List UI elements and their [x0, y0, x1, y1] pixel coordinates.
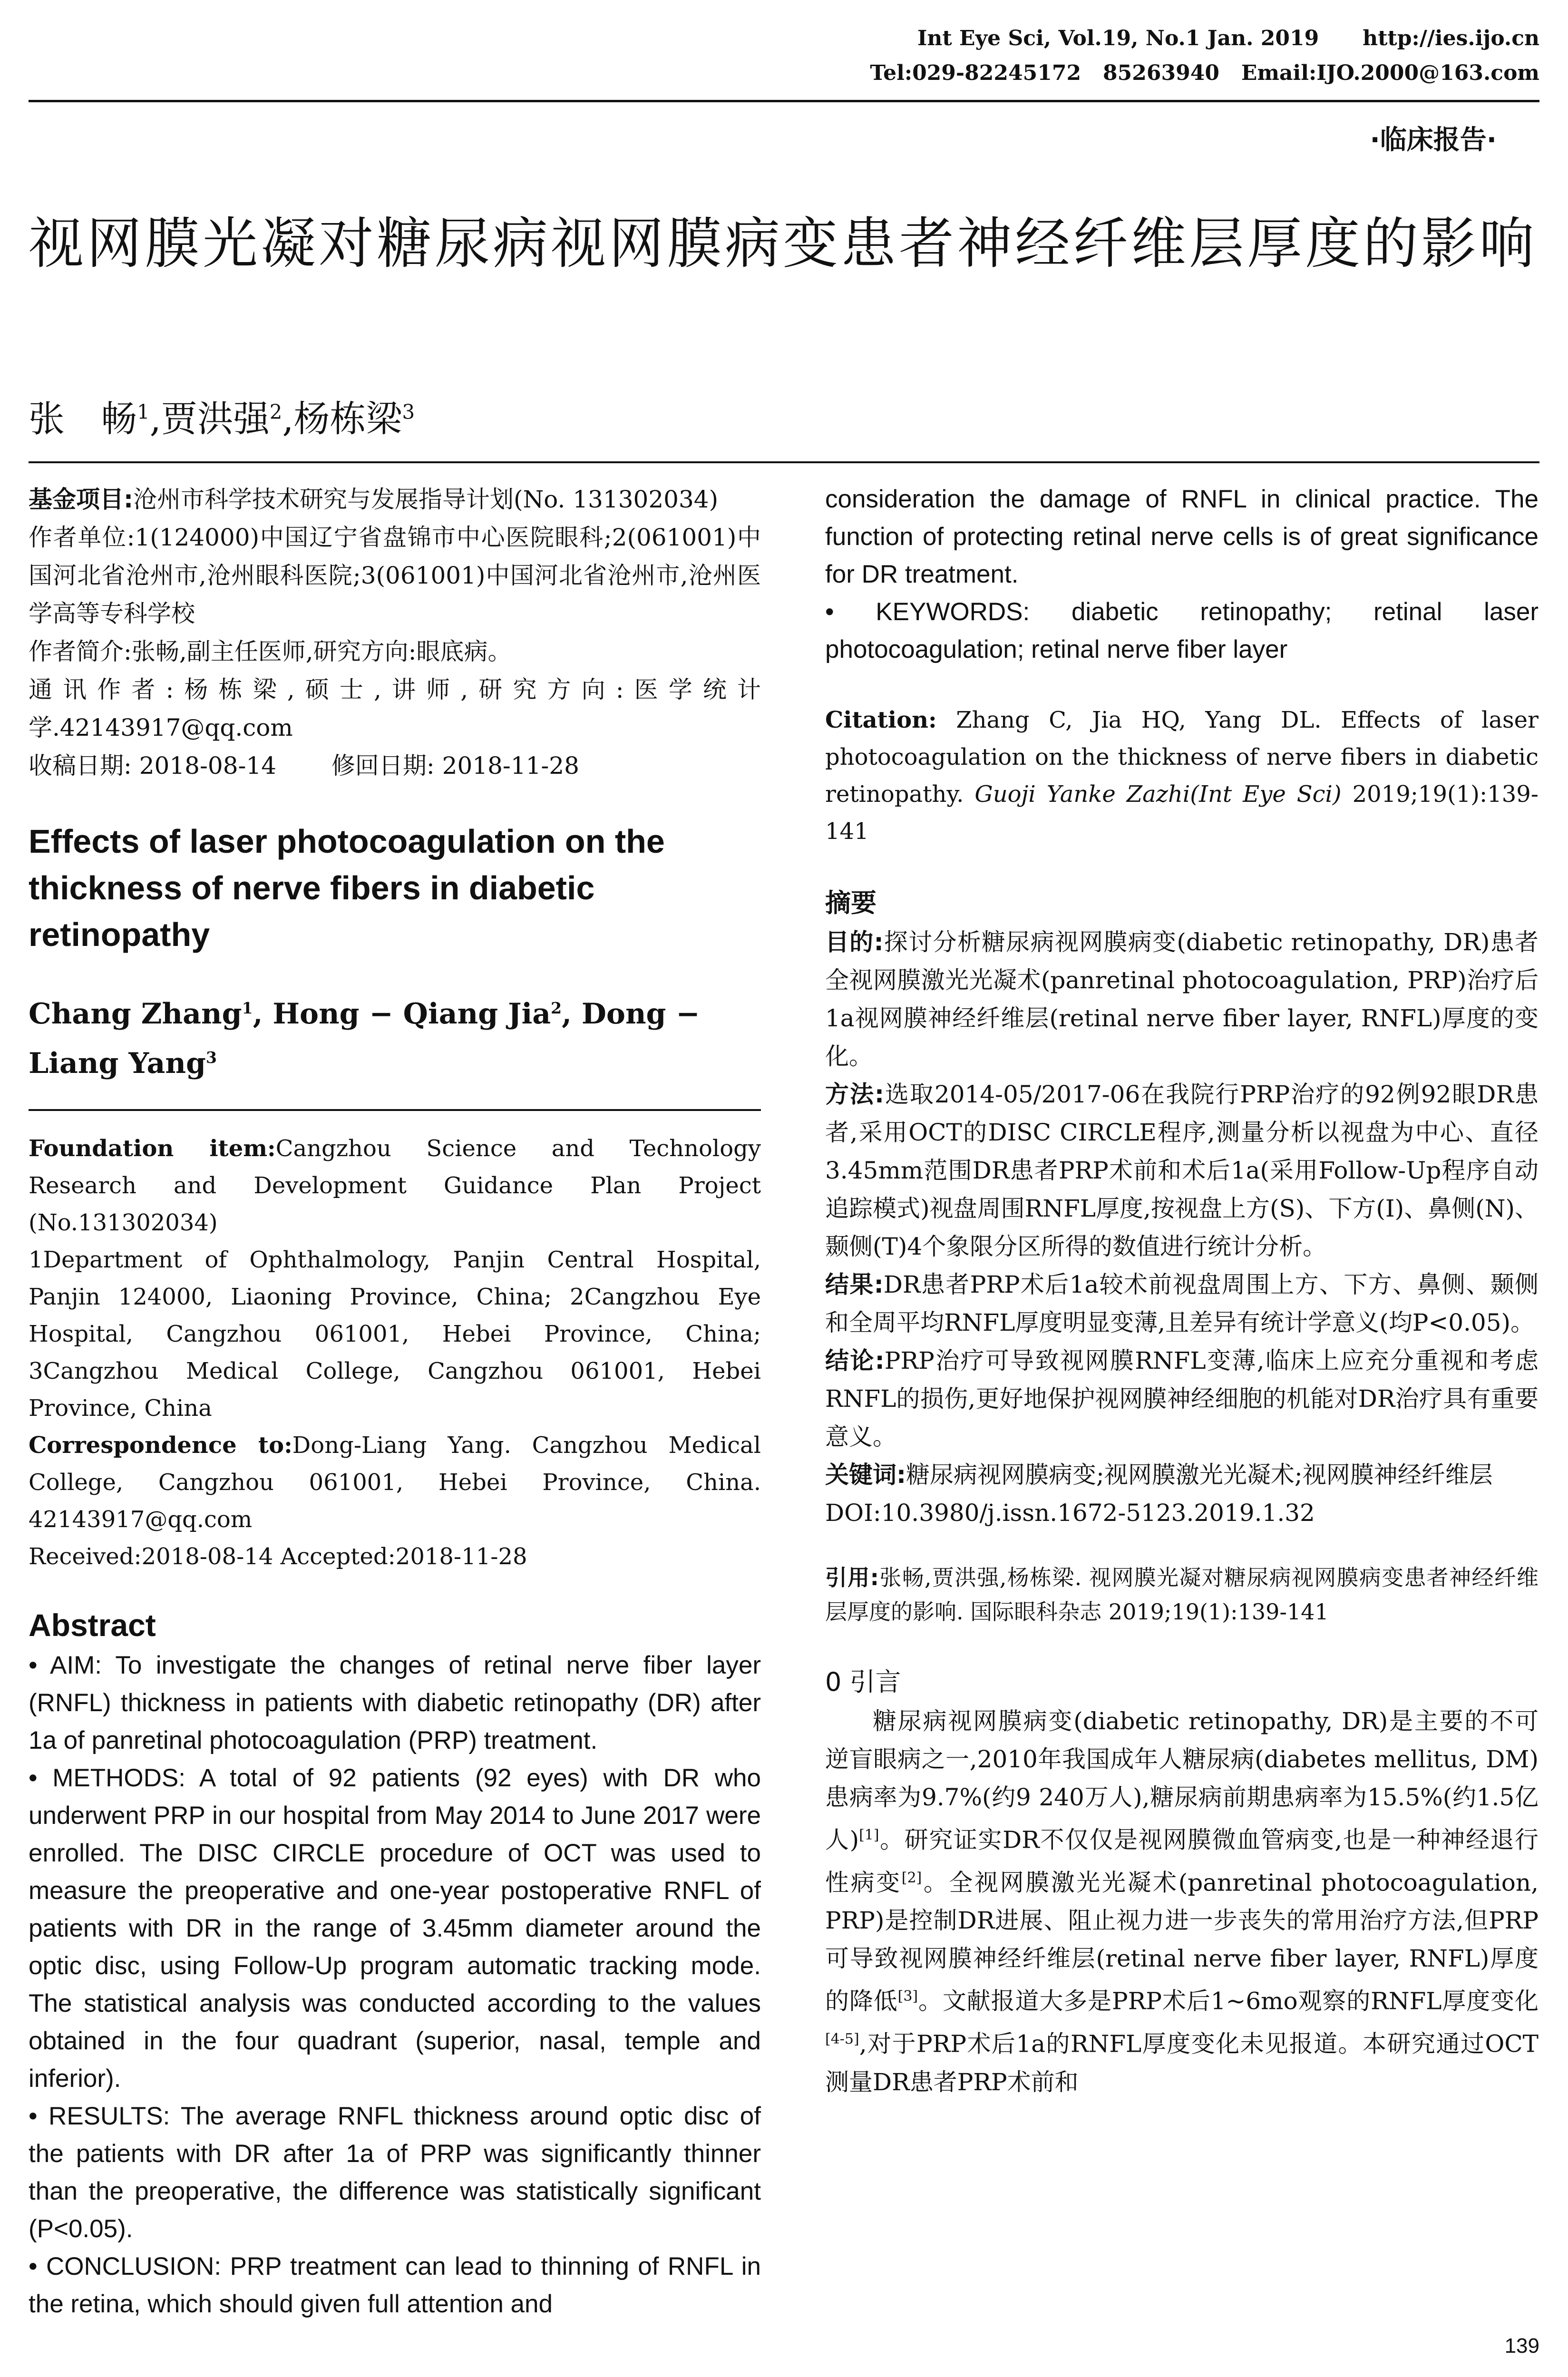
dates-cn: 收稿日期: 2018-08-14 修回日期: 2018-11-28: [29, 752, 579, 779]
intro-body: [825, 1702, 1539, 2101]
abstract-keywords: • KEYWORDS: diabetic retinopathy; retinal laser photocoagulation; retinal nerve fiber layer: [825, 598, 1539, 663]
author-en-1: Chang Zhang: [29, 997, 242, 1031]
intro-text-4: 。文献报道大多是PRP术后1~6mo观察的RNFL厚度变化: [918, 1987, 1539, 2015]
abstract-cn-results: [825, 1266, 1539, 1342]
english-authors-rule: [29, 1109, 761, 1111]
author-en-2: , Hong − Qiang Jia: [253, 997, 551, 1031]
received-accepted: Received:2018-08-14 Accepted:2018-11-28: [29, 1543, 527, 1570]
abstract-results: • RESULTS: The average RNFL thickness around optic disc of the patients with DR after 1a of PRP was significantly thinner than the preoperative, the difference was statistically significant (P<0.05).: [29, 2102, 761, 2243]
author-1: 张 畅: [29, 398, 137, 440]
keywords-label: 关键词:: [825, 1461, 906, 1489]
intro-text-3: 。全视网膜激光光凝术(panretinal photocoagulation, PRP)是控制DR进展、阻止视力进一步丧失的常用治疗方法,但PRP可导致视网膜神经纤维层(retinal nerve fiber layer, RNFL)厚度的降低: [825, 1869, 1539, 2015]
ref-3: [3]: [897, 1988, 918, 2005]
authors-rule: [29, 461, 1539, 463]
citation-text: Zhang C, Jia HQ, Yang DL. Effects of laser photocoagulation on the thickness of nerve fibers in diabetic retinopathy.: [825, 707, 1539, 808]
citation-label: Citation:: [825, 707, 937, 733]
abstract-cn-aim: [825, 923, 1539, 1075]
header-rule: [29, 100, 1539, 102]
results-label: 结果:: [825, 1271, 884, 1298]
abstract-aim: • AIM: To investigate the changes of retinal nerve fiber layer (RNFL) thickness in patients with diabetic retinopathy (DR) after 1a of panretinal photocoagulation (PRP) treatment.: [29, 1651, 761, 1754]
doi: DOI:10.3980/j.issn.1672-5123.2019.1.32: [825, 1499, 1315, 1527]
citation-tail: 2019;19(1):139-141: [825, 781, 1539, 845]
abstract-cn-methods: [825, 1075, 1539, 1266]
abstract-cn-keywords: [825, 1456, 1539, 1494]
cite-label: 引用:: [825, 1565, 879, 1590]
cite-text: 张畅,贾洪强,杨栋梁. 视网膜光凝对糖尿病视网膜病变患者神经纤维层厚度的影响. 国际眼科杂志 2019;19(1):139-141: [825, 1565, 1539, 1625]
journal-contact-line: Tel:029-82245172 85263940 Email:IJO.2000@163.com: [870, 61, 1539, 85]
abstract-en-continued: [825, 480, 1539, 668]
foundation-block: [29, 1130, 761, 1575]
citation-paragraph: [825, 701, 1539, 850]
fund-label: 基金项目:: [29, 486, 133, 513]
conclusion-text: PRP治疗可导致视网膜RNFL变薄,临床上应充分重视和考虑RNFL的损伤,更好地保护视网膜神经细胞的机能对DR治疗具有重要意义。: [825, 1347, 1539, 1451]
author-2: ,贾洪强: [149, 398, 270, 440]
english-title: Effects of laser photocoagulation on the thickness of nerve fibers in diabetic retinopathy: [29, 823, 665, 953]
abstract-en: [29, 1646, 761, 2323]
author-en-1-affil: 1: [242, 999, 253, 1017]
author-en-3-affil: 3: [205, 1048, 217, 1067]
authors-cn: [29, 390, 415, 442]
conclusion-label: 结论:: [825, 1347, 885, 1374]
meta-cn: [29, 480, 761, 785]
aim-text: 探讨分析糖尿病视网膜病变(diabetic retinopathy, DR)患者全视网膜激光光凝术(panretinal photocoagulation, PRP)治疗后1a视网膜神经纤维层(retinal nerve fiber layer, RNFL)厚度的变化。: [825, 928, 1539, 1070]
abstract-cn-conclusion: [825, 1342, 1539, 1456]
results-text: DR患者PRP术后1a较术前视盘周围上方、下方、鼻侧、颞侧和全周平均RNFL厚度明显变薄,且差异有统计学意义(均P<0.05)。: [825, 1271, 1539, 1336]
author-en-3: , Dong − Liang Yang: [29, 997, 700, 1080]
citation-journal: Guoji Yanke Zazhi(Int Eye Sci): [974, 781, 1342, 808]
methods-text: 选取2014-05/2017-06在我院行PRP治疗的92例92眼DR患者,采用OCT的DISC CIRCLE程序,测量分析以视盘为中心、直径3.45mm范围DR患者PRP术前和术后1a(采用Follow-Up程序自动追踪模式)视盘周围RNFL厚度,按视盘上方(S)、下方(I)、鼻侧(N)、颞侧(T)4个象限分区所得的数值进行统计分析。: [825, 1081, 1539, 1260]
citation-cn-paragraph: [825, 1560, 1539, 1629]
journal-header-line: Int Eye Sci, Vol.19, No.1 Jan. 2019 http://ies.ijo.cn: [917, 26, 1539, 50]
intro-paragraph: [825, 1702, 1539, 2101]
left-column: [29, 480, 761, 2323]
ref-4-5: [4-5]: [825, 2030, 859, 2047]
correspondence-label: Correspondence to:: [29, 1432, 292, 1459]
page-number: 139: [1504, 2334, 1539, 2358]
intro-text-5: ,对于PRP术后1a的RNFL厚度变化未见报道。本研究通过OCT测量DR患者PRP术前和: [825, 2030, 1539, 2096]
author-1-affil: 1: [137, 400, 150, 424]
intro-text-1: 糖尿病视网膜病变(diabetic retinopathy, DR)是主要的不可逆盲眼病之一,2010年我国成年人糖尿病(diabetes mellitus, DM)患病率为9.7%(约9 240万人),糖尿病前期患病率为15.5%(约1.5亿人): [825, 1707, 1539, 1854]
ref-2: [2]: [901, 1869, 922, 1886]
aim-label: 目的:: [825, 928, 884, 956]
ref-1: [1]: [859, 1827, 879, 1843]
correspondence: [29, 1427, 761, 1538]
fund-cn: [29, 480, 761, 518]
citation-en: [825, 701, 1539, 850]
abstract-cn-heading: 摘要: [825, 888, 877, 918]
fund-text: 沧州市科学技术研究与发展指导计划(No. 131302034): [133, 486, 719, 513]
abstract-heading: Abstract: [29, 1607, 156, 1643]
author-2-affil: 2: [269, 400, 282, 424]
author-intro: 作者简介:张畅,副主任医师,研究方向:眼底病。: [29, 638, 512, 665]
foundation-item: [29, 1130, 761, 1241]
abstract-conclusion: • CONCLUSION: PRP treatment can lead to thinning of RNFL in the retina, which should given full attention and: [29, 2252, 761, 2318]
author-en-2-affil: 2: [551, 999, 562, 1017]
departments: 1Department of Ophthalmology, Panjin Central Hospital, Panjin 124000, Liaoning Province, China; 2Cangzhou Eye Hospital, Cangzhou 061001, Hebei Province, China; 3Cangzhou Medical College, Cangzhou 061001, Hebei Province, China: [29, 1247, 761, 1422]
abstract-methods: • METHODS: A total of 92 patients (92 eyes) with DR who underwent PRP in our hospital from May 2014 to June 2017 were enrolled. The DISC CIRCLE procedure of OCT was used to measure the preoperative and one-year postoperative RNFL of patients with DR in the range of 3.45mm diameter around the optic disc, using Follow-Up program automatic tracking mode. The statistical analysis was conducted according to the values obtained in the four quadrant (superior, nasal, temple and inferior).: [29, 1764, 761, 2093]
right-column: [825, 480, 1539, 2101]
foundation-label: Foundation item:: [29, 1135, 276, 1162]
keywords-text: 糖尿病视网膜病变;视网膜激光光凝术;视网膜神经纤维层: [906, 1461, 1493, 1489]
correspondence-text: Dong-Liang Yang. Cangzhou Medical College, Cangzhou 061001, Hebei Province, China. 42143917@qq.com: [29, 1432, 761, 1533]
authors-en: [29, 986, 761, 1085]
author-unit: 作者单位:1(124000)中国辽宁省盘锦市中心医院眼科;2(061001)中国河北省沧州市,沧州眼科医院;3(061001)中国河北省沧州市,沧州医学高等专科学校: [29, 524, 761, 627]
abstract-cn: [825, 923, 1539, 1532]
intro-heading: 0 引言: [825, 1667, 901, 1697]
section-label: ·临床报告·: [1370, 125, 1497, 156]
author-3: ,杨栋梁: [282, 398, 402, 440]
page-title: 视网膜光凝对糖尿病视网膜病变患者神经纤维层厚度的影响: [29, 212, 1537, 276]
citation-cn: [825, 1560, 1539, 1629]
corresponding-author: 通讯作者:杨栋梁,硕士,讲师,研究方向:医学统计学.42143917@qq.com: [29, 676, 761, 741]
methods-label: 方法:: [825, 1081, 884, 1108]
abstract-conclusion-cont: consideration the damage of RNFL in clinical practice. The function of protecting retinal nerve cells is of great significance for DR treatment.: [825, 485, 1539, 588]
author-3-affil: 3: [402, 400, 415, 424]
foundation-text: Cangzhou Science and Technology Research and Development Guidance Plan Project (No.131302034): [29, 1135, 761, 1236]
intro-text-2: 。研究证实DR不仅仅是视网膜微血管病变,也是一种神经退行性病变: [825, 1826, 1539, 1897]
